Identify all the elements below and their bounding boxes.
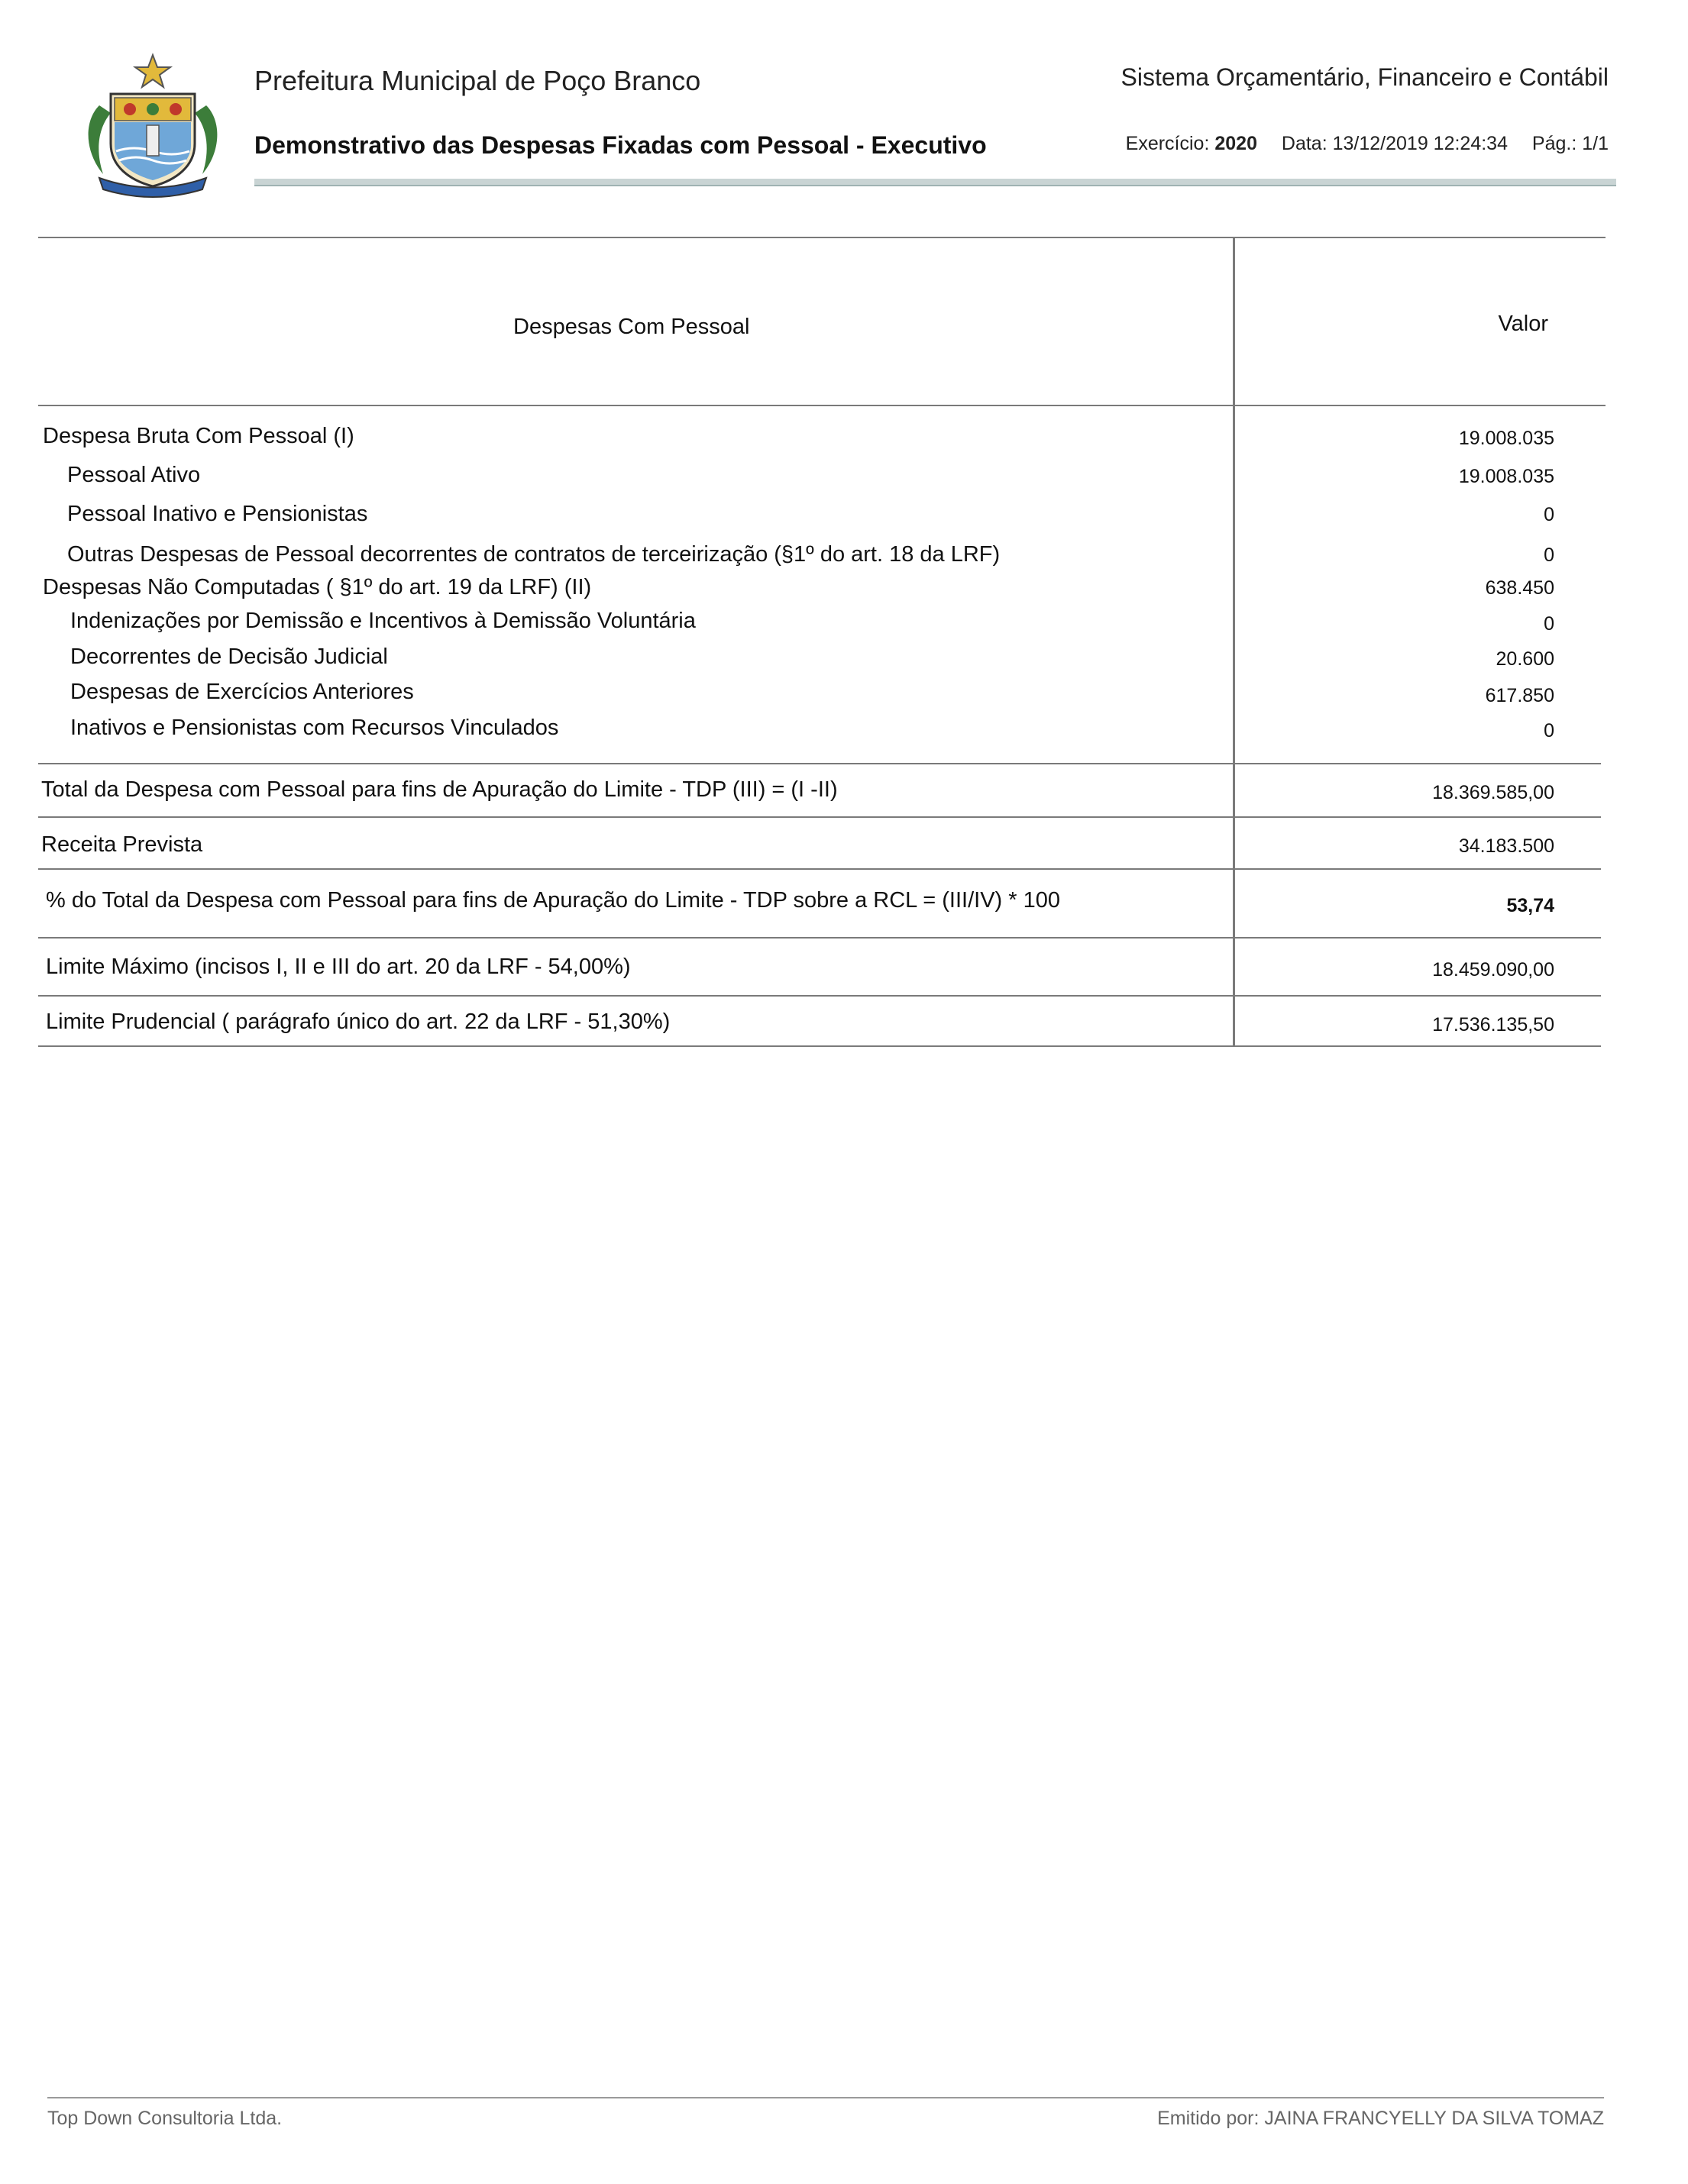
row-label-inativos-recursos-vinculados: Inativos e Pensionistas com Recursos Vinculados: [70, 716, 559, 740]
table-header-bottom-border: [38, 405, 1606, 406]
row-label-outras-despesas: Outras Despesas de Pessoal decorrentes de contratos de terceirização (§1º do art. 18 da LRF): [67, 542, 1001, 567]
row-label-percentual-rcl: % do Total da Despesa com Pessoal para fins de Apuração do Limite - TDP sobre a RCL = (III/IV) * 100: [46, 888, 1060, 913]
row-label-indenizacoes: Indenizações por Demissão e Incentivos à Demissão Voluntária: [70, 609, 696, 633]
row-value-pessoal-ativo: 19.008.035: [1458, 466, 1554, 487]
row-value-total-tdp: 18.369.585,00: [1432, 782, 1554, 803]
table-section-divider: [38, 995, 1601, 997]
row-value-indenizacoes: 0: [1544, 613, 1554, 635]
row-value-inativos-recursos-vinculados: 0: [1544, 720, 1554, 741]
column-header-value: Valor: [1498, 312, 1548, 336]
row-label-despesa-bruta: Despesa Bruta Com Pessoal (I): [43, 424, 354, 448]
footer-divider: [47, 2097, 1604, 2098]
system-name: Sistema Orçamentário, Financeiro e Contábil: [1120, 63, 1609, 91]
row-value-limite-prudencial: 17.536.135,50: [1432, 1014, 1554, 1035]
table-section-divider: [38, 763, 1601, 764]
row-value-despesa-bruta: 19.008.035: [1458, 428, 1554, 449]
table-column-divider: [1233, 237, 1235, 1046]
table-top-border: [38, 237, 1606, 238]
pagina-label: Pág.:: [1531, 133, 1577, 154]
header-divider: [254, 179, 1616, 186]
exercicio-label: Exercício:: [1125, 133, 1210, 154]
row-label-decisao-judicial: Decorrentes de Decisão Judicial: [70, 645, 388, 669]
row-label-receita-prevista: Receita Prevista: [41, 832, 203, 857]
row-label-pessoal-inativo: Pessoal Inativo e Pensionistas: [67, 502, 368, 526]
pagina-value: 1/1: [1582, 133, 1609, 154]
column-header-description: Despesas Com Pessoal: [513, 315, 750, 339]
row-label-exercicios-anteriores: Despesas de Exercícios Anteriores: [70, 680, 414, 704]
row-value-percentual-rcl: 53,74: [1506, 895, 1554, 916]
report-subtitle: Demonstrativo das Despesas Fixadas com Pessoal - Executivo: [254, 131, 987, 159]
row-value-decisao-judicial: 20.600: [1496, 648, 1554, 670]
footer-emitted-by: Emitido por: JAINA FRANCYELLY DA SILVA TOMAZ: [1157, 2108, 1604, 2129]
table-section-divider: [38, 937, 1601, 939]
exercicio-value: 2020: [1214, 133, 1257, 154]
data-value: 13/12/2019 12:24:34: [1332, 133, 1508, 154]
table-section-divider: [38, 816, 1601, 818]
row-value-outras-despesas: 0: [1544, 544, 1554, 566]
row-value-limite-maximo: 18.459.090,00: [1432, 959, 1554, 981]
data-label: Data:: [1281, 133, 1327, 154]
row-value-exercicios-anteriores: 617.850: [1485, 685, 1554, 706]
row-value-pessoal-inativo: 0: [1544, 504, 1554, 525]
municipal-coat-of-arms-icon: [76, 52, 229, 199]
row-label-pessoal-ativo: Pessoal Ativo: [67, 463, 201, 487]
row-label-despesas-nao-computadas: Despesas Não Computadas ( §1º do art. 19 da LRF) (II): [43, 575, 592, 599]
table-bottom-border: [38, 1045, 1601, 1047]
row-label-limite-maximo: Limite Máximo (incisos I, II e III do art. 20 da LRF - 54,00%): [46, 955, 631, 979]
row-label-total-tdp: Total da Despesa com Pessoal para fins de Apuração do Limite - TDP (III) = (I -II): [41, 777, 838, 802]
table-section-divider: [38, 868, 1601, 870]
row-value-receita-prevista: 34.183.500: [1458, 835, 1554, 857]
report-meta: [1126, 133, 1609, 155]
row-value-despesas-nao-computadas: 638.450: [1485, 577, 1554, 599]
page-title: Prefeitura Municipal de Poço Branco: [254, 65, 701, 96]
row-label-limite-prudencial: Limite Prudencial ( parágrafo único do art. 22 da LRF - 51,30%): [46, 1010, 671, 1034]
footer-company: Top Down Consultoria Ltda.: [47, 2108, 283, 2129]
